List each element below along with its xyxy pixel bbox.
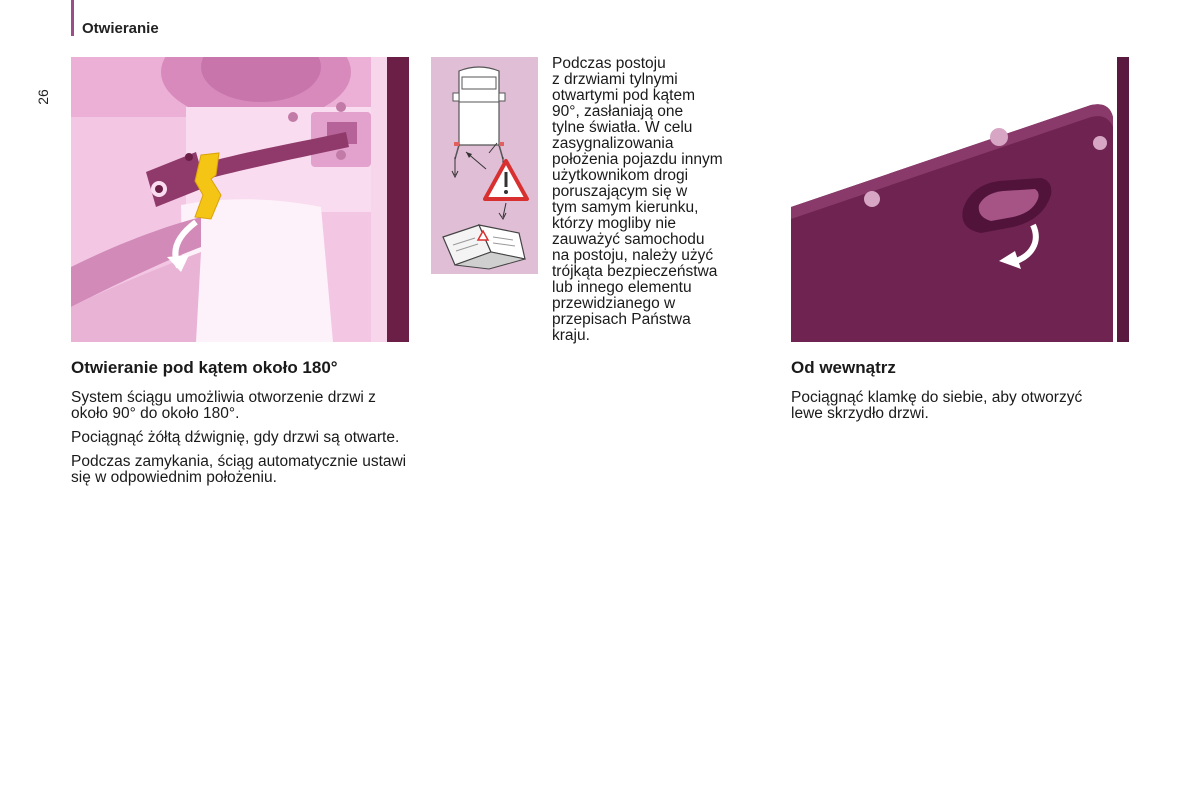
left-body	[71, 390, 416, 494]
section-title: Otwieranie	[82, 20, 159, 37]
door-strap-illustration	[71, 57, 409, 342]
left-paragraph-2: Pociągnąć żółtą dźwignię, gdy drzwi są otwarte.	[71, 429, 400, 446]
right-body	[791, 390, 1091, 430]
inner-door-panel-illustration	[791, 57, 1129, 342]
warning-pictogram	[431, 57, 538, 274]
right-paragraph-1: Pociągnąć klamkę do siebie, aby otworzyć lewe skrzydło drzwi.	[791, 389, 1083, 422]
page-number: 26	[35, 89, 51, 105]
left-paragraph-1: System ściągu umożliwia otworzenie drzwi z około 90° do około 180°.	[71, 389, 376, 422]
left-heading: Otwieranie pod kątem około 180°	[71, 358, 338, 377]
section-accent-bar	[71, 0, 74, 36]
warning-text: Podczas postoju z drzwiami tylnymi otwartymi pod kątem 90°, zasłaniają one tylne światła. W celu zasygnalizowania położenia pojazdu innym użytkownikom drogi poruszającym się w tym samym kierunku, którzy mogliby nie zauważyć samochodu na postoju, należy użyć trójkąta bezpieczeństwa lub innego elementu przewidzianego w przepisach Państwa kraju.	[552, 55, 723, 344]
left-paragraph-3: Podczas zamykania, ściąg automatycznie ustawi się w odpowiednim położeniu.	[71, 453, 407, 486]
right-heading: Od wewnątrz	[791, 358, 896, 377]
